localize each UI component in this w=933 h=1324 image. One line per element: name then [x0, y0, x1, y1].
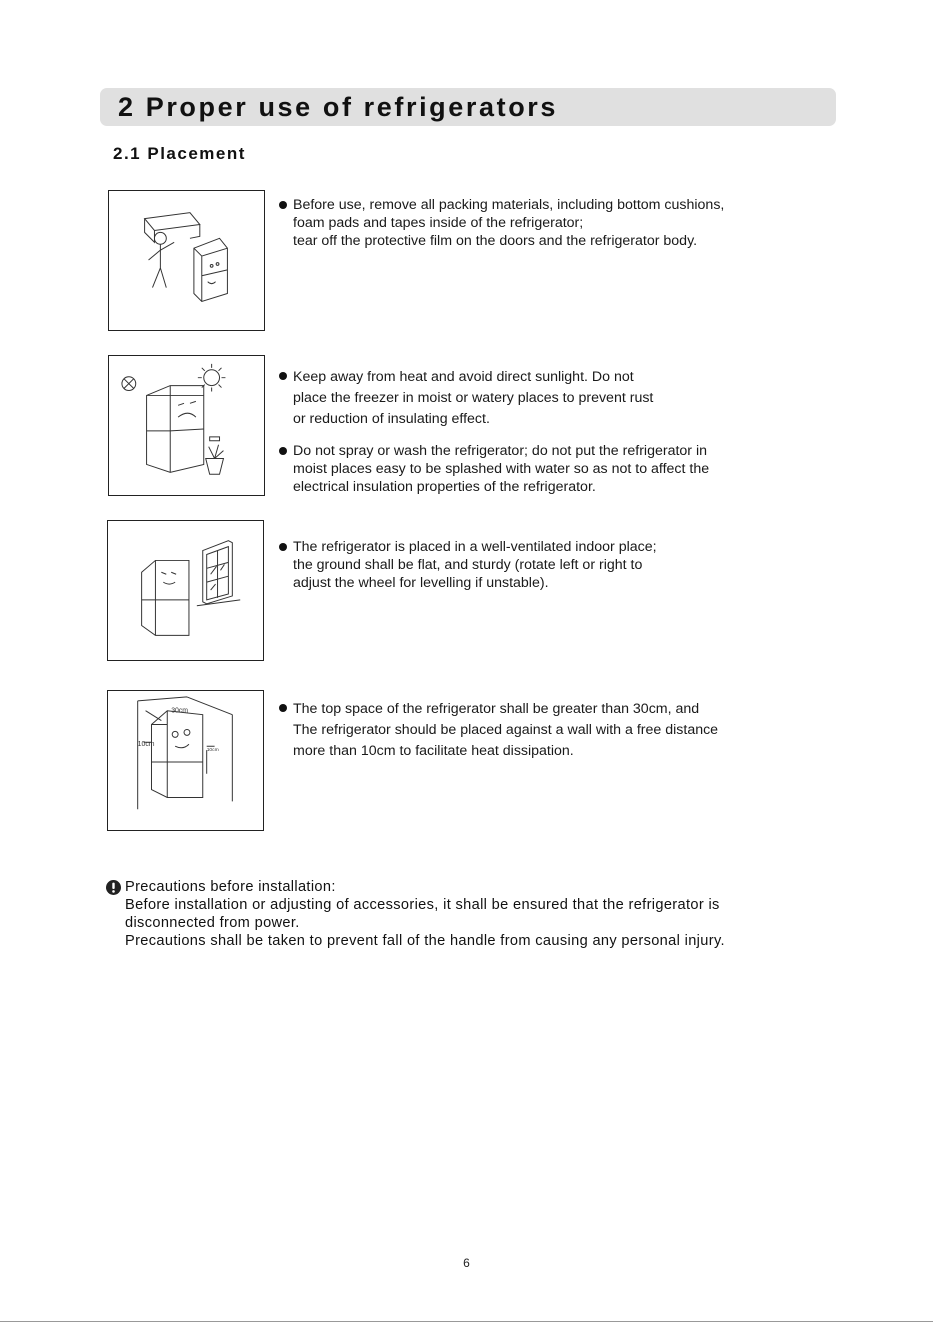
subsection-title: 2.1 Placement	[113, 144, 246, 163]
precautions-line: Before installation or adjusting of accessories, it shall be ensured that the refrigerator is	[125, 897, 720, 913]
precautions-line: Precautions shall be taken to prevent fall of the handle from causing any personal injury.	[125, 933, 725, 949]
unpacking-illustration	[108, 190, 265, 331]
exclamation-icon	[106, 880, 121, 895]
bullet-list-2	[278, 367, 709, 508]
prohibited-icon	[122, 377, 136, 391]
clearance-label-left: 10cm	[137, 741, 155, 749]
clearance-illustration	[107, 690, 264, 831]
precautions-line: disconnected from power.	[125, 915, 300, 931]
bullet-list-3	[278, 538, 657, 604]
bullet-item: Do not spray or wash the refrigerator; do not put the refrigerator in moist places easy to be splashed with water so as not to affect the electrical insulation properties of the refrigerator.	[278, 442, 709, 496]
bullet-list-4	[278, 699, 718, 774]
bullet-item: The refrigerator is placed in a well-ventilated indoor place; the ground shall be flat, and sturdy (rotate left or right to adjust the wheel for levelling if unstable).	[278, 538, 657, 592]
precautions-heading: Precautions before installation:	[125, 879, 336, 895]
page-number: 6	[463, 1256, 470, 1270]
clearance-label-right: 10cm	[206, 748, 219, 754]
clearance-label-top: 30cm	[171, 707, 189, 715]
precautions-block	[106, 878, 806, 950]
bullet-item: Before use, remove all packing materials, including bottom cushions, foam pads and tapes inside of the refrigerator; tear off the protective film on the doors and the refrigerator body.	[278, 196, 724, 250]
section-title: 2 Proper use of refrigerators	[118, 92, 559, 122]
bullet-item: The top space of the refrigerator shall be greater than 30cm, and The refrigerator should be placed against a wall with a free distance more than 10cm to facilitate heat dissipation.	[278, 699, 718, 762]
ventilation-illustration	[107, 520, 264, 661]
bullet-item: Keep away from heat and avoid direct sunlight. Do not place the freezer in moist or watery places to prevent rust or reduction of insulating effect.	[278, 367, 709, 430]
bullet-list-1	[278, 196, 724, 262]
no-heat-illustration	[108, 355, 265, 496]
section-banner	[100, 88, 836, 126]
bottom-rule	[0, 1321, 933, 1322]
